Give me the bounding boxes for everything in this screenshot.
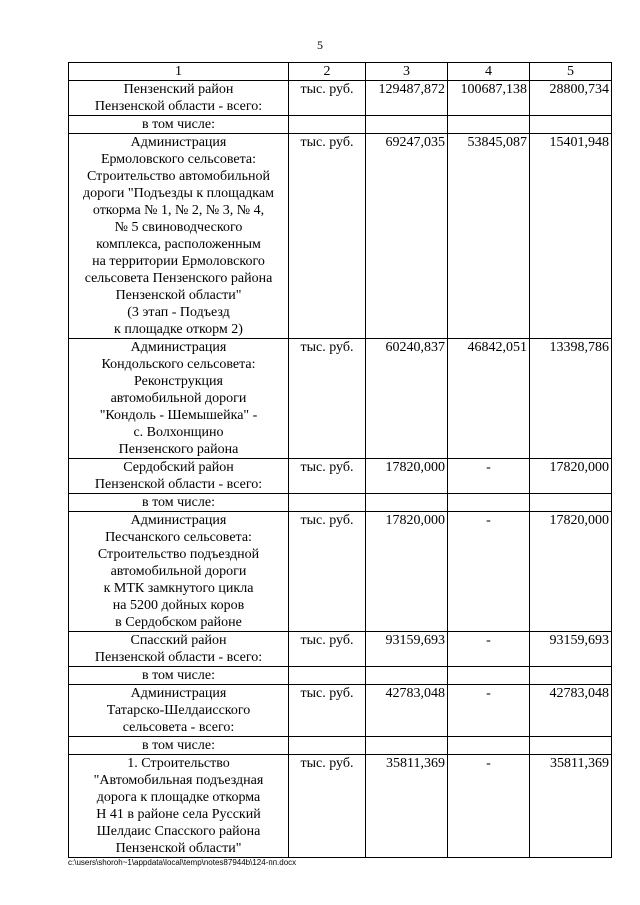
row-value-5-cell: 93159,693 [530,632,612,667]
table-header-row [69,63,612,81]
row-name-cell: Администрация Ермоловского сельсовета: Строительство автомобильной дороги "Подъезды к площадкам откорма № 1, № 2, № 3, № 4, № 5 свиноводческого комплекса, расположенным на территории Ермоловского сельсовета Пензенского района Пензенской области" (3 этап - Подъезд к площадке откорм 2) [69,134,289,339]
budget-table [68,62,612,858]
row-value-4-cell [448,494,530,512]
table-row [69,685,612,737]
header-cell: 3 [366,63,448,81]
row-value-5-cell: 17820,000 [530,459,612,494]
row-unit-cell [289,737,366,755]
row-name-cell: Администрация Татарско-Шелдаисского сельсовета - всего: [69,685,289,737]
row-value-3-cell: 93159,693 [366,632,448,667]
row-value-4-cell [448,737,530,755]
row-name-cell: Администрация Песчанского сельсовета: Строительство подъездной автомобильной дороги к МТК замкнутого цикла на 5200 дойных коров в Сердобском районе [69,512,289,632]
table-row [69,81,612,116]
row-value-5-cell [530,737,612,755]
row-value-3-cell: 42783,048 [366,685,448,737]
row-value-3-cell: 129487,872 [366,81,448,116]
table-row [69,667,612,685]
row-value-3-cell [366,116,448,134]
row-value-5-cell: 13398,786 [530,339,612,459]
header-cell: 2 [289,63,366,81]
row-unit-cell [289,494,366,512]
row-value-5-cell [530,116,612,134]
row-value-4-cell: - [448,632,530,667]
row-value-3-cell [366,667,448,685]
row-unit-cell [289,116,366,134]
table-row [69,339,612,459]
table-row [69,116,612,134]
row-value-4-cell: - [448,685,530,737]
header-cell: 1 [69,63,289,81]
table-row [69,134,612,339]
row-name-cell: в том числе: [69,737,289,755]
row-value-4-cell: - [448,755,530,858]
table-row [69,459,612,494]
row-unit-cell: тыс. руб. [289,685,366,737]
row-name-cell: Спасский район Пензенской области - всего: [69,632,289,667]
table-row [69,512,612,632]
row-value-3-cell: 69247,035 [366,134,448,339]
row-name-cell: в том числе: [69,494,289,512]
row-unit-cell [289,667,366,685]
row-value-4-cell: 46842,051 [448,339,530,459]
row-value-5-cell: 35811,369 [530,755,612,858]
row-value-3-cell [366,737,448,755]
row-value-5-cell: 28800,734 [530,81,612,116]
table-row [69,632,612,667]
row-value-3-cell: 17820,000 [366,512,448,632]
row-value-3-cell: 60240,837 [366,339,448,459]
table-row [69,755,612,858]
row-value-4-cell: 53845,087 [448,134,530,339]
table-row [69,737,612,755]
document-file-path: c:\users\shoroh~1\appdata\local\temp\notes87944b\124-пп.docx [68,858,297,867]
row-unit-cell: тыс. руб. [289,134,366,339]
page-number: 5 [317,38,323,52]
row-value-5-cell: 42783,048 [530,685,612,737]
row-value-4-cell: - [448,512,530,632]
row-value-3-cell: 35811,369 [366,755,448,858]
row-unit-cell: тыс. руб. [289,339,366,459]
header-cell: 4 [448,63,530,81]
row-value-5-cell: 17820,000 [530,512,612,632]
row-value-3-cell [366,494,448,512]
row-value-4-cell: - [448,459,530,494]
row-name-cell: Сердобский район Пензенской области - всего: [69,459,289,494]
row-name-cell: Пензенский район Пензенской области - всего: [69,81,289,116]
row-unit-cell: тыс. руб. [289,632,366,667]
row-name-cell: в том числе: [69,667,289,685]
row-value-4-cell [448,667,530,685]
row-value-5-cell [530,494,612,512]
row-value-3-cell: 17820,000 [366,459,448,494]
row-unit-cell: тыс. руб. [289,512,366,632]
row-value-4-cell: 100687,138 [448,81,530,116]
row-value-5-cell: 15401,948 [530,134,612,339]
row-unit-cell: тыс. руб. [289,81,366,116]
row-name-cell: Администрация Кондольского сельсовета: Реконструкция автомобильной дороги "Кондоль - Шемышейка" - с. Волхонщино Пензенского района [69,339,289,459]
row-value-5-cell [530,667,612,685]
header-cell: 5 [530,63,612,81]
row-name-cell: 1. Строительство "Автомобильная подъездная дорога к площадке откорма Н 41 в районе села Русский Шелдаис Спасского района Пензенской области" [69,755,289,858]
table-row [69,494,612,512]
row-unit-cell: тыс. руб. [289,459,366,494]
row-unit-cell: тыс. руб. [289,755,366,858]
row-name-cell: в том числе: [69,116,289,134]
row-value-4-cell [448,116,530,134]
